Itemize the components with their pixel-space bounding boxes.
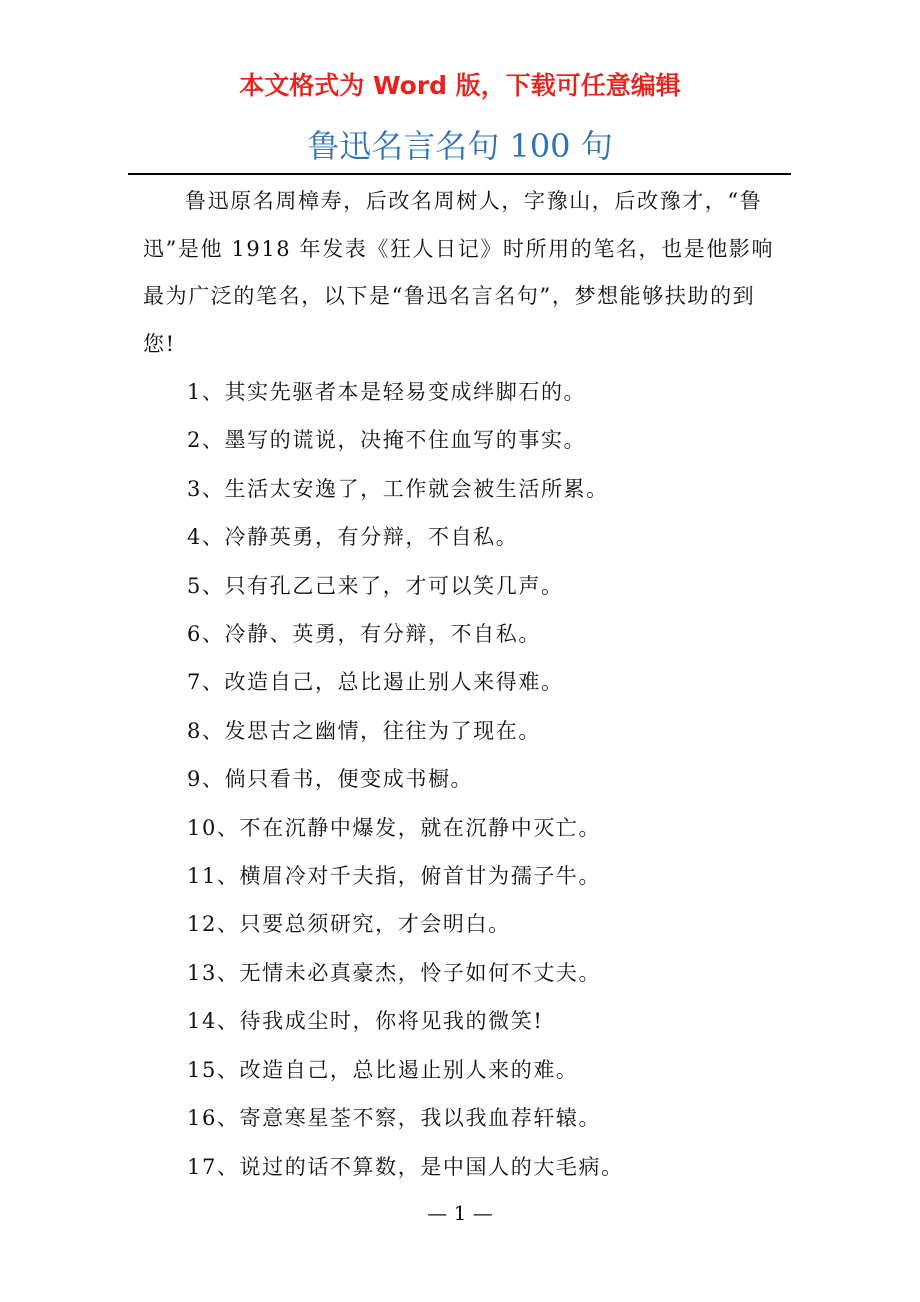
quote-item: 4、冷静英勇，有分辩，不自私。 (187, 525, 519, 550)
document-body (143, 178, 775, 1191)
quote-item: 2、墨写的谎说，决掩不住血写的事实。 (187, 428, 587, 453)
quote-item: 6、冷静、英勇，有分辩，不自私。 (187, 622, 541, 647)
format-notice-banner: 本文格式为 Word 版，下载可任意编辑 (239, 71, 681, 100)
document-title: 鲁迅名言名句 100 句 (307, 127, 613, 165)
quote-item: 11、横眉冷对千夫指，俯首甘为孺子牛。 (187, 864, 602, 889)
quote-item: 13、无情未必真豪杰，怜子如何不丈夫。 (187, 960, 602, 985)
page-number: — 1 — (427, 1201, 493, 1225)
quote-list (143, 368, 775, 1191)
quote-item: 16、寄意寒星荃不察，我以我血荐轩辕。 (187, 1106, 602, 1131)
quote-item: 9、倘只看书，便变成书橱。 (187, 767, 474, 792)
quote-item: 8、发思古之幽情，往往为了现在。 (187, 718, 541, 743)
quote-item: 3、生活太安逸了，工作就会被生活所累。 (187, 476, 609, 501)
quote-item: 14、待我成尘时，你将见我的微笑! (187, 1009, 544, 1034)
quote-item: 15、改造自己，总比遏止别人来的难。 (187, 1057, 579, 1082)
quote-item: 12、只要总须研究，才会明白。 (187, 912, 511, 937)
title-divider (128, 173, 791, 175)
intro-paragraph: 鲁迅原名周樟寿，后改名周树人，字豫山，后改豫才，“鲁迅”是他 1918 年发表《狂人日记》时所用的笔名，也是他影响最为广泛的笔名，以下是“鲁迅名言名句”，梦想能够扶助的到您! (143, 189, 775, 356)
quote-item: 5、只有孔乙己来了，才可以笑几声。 (187, 573, 564, 598)
quote-item: 17、说过的话不算数，是中国人的大毛病。 (187, 1154, 624, 1179)
quote-item: 10、不在沉静中爆发，就在沉静中灭亡。 (187, 815, 602, 840)
quote-item: 1、其实先驱者本是轻易变成绊脚石的。 (187, 380, 587, 404)
quote-item: 7、改造自己，总比遏止别人来得难。 (187, 670, 564, 695)
